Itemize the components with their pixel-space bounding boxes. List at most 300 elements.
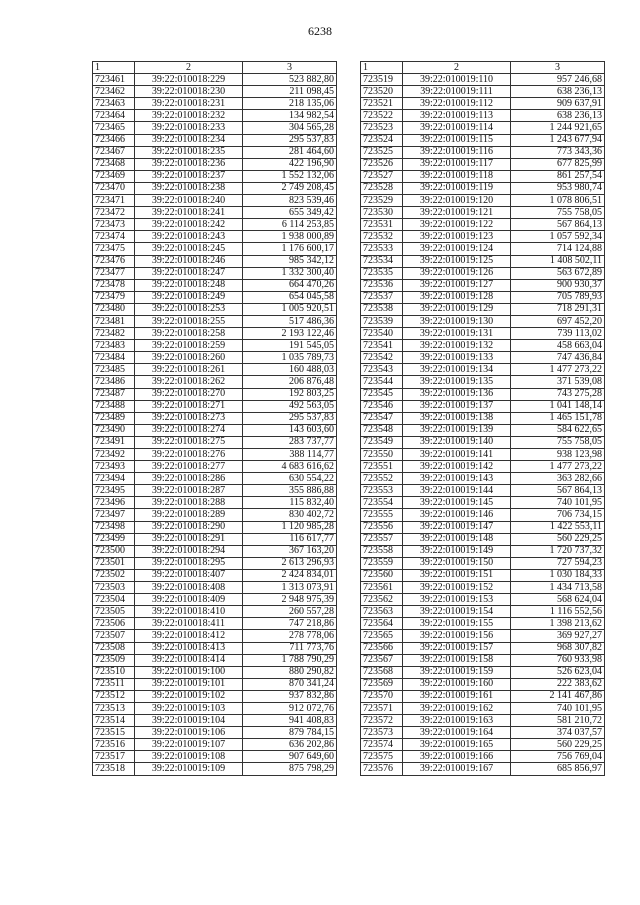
- table-row: [93, 690, 337, 702]
- cadastral-value: 823 539,46: [243, 195, 337, 207]
- row-number: 723467: [93, 146, 135, 158]
- table-row: [361, 654, 605, 666]
- cadastral-number: 39:22:010018:288: [135, 497, 243, 509]
- table-row: [93, 255, 337, 267]
- cadastral-value: 1 788 790,29: [243, 654, 337, 666]
- cadastral-number: 39:22:010018:246: [135, 255, 243, 267]
- cadastral-value: 685 856,97: [511, 763, 605, 775]
- table-row: [93, 315, 337, 327]
- row-number: 723536: [361, 279, 403, 291]
- table-row: [93, 497, 337, 509]
- cadastral-number: 39:22:010018:248: [135, 279, 243, 291]
- row-number: 723494: [93, 473, 135, 485]
- row-number: 723502: [93, 569, 135, 581]
- row-number: 723486: [93, 376, 135, 388]
- cadastral-value: 371 539,08: [511, 376, 605, 388]
- cadastral-value: 907 649,60: [243, 751, 337, 763]
- row-number: 723471: [93, 195, 135, 207]
- cadastral-value: 388 114,77: [243, 449, 337, 461]
- cadastral-number: 39:22:010019:121: [403, 207, 511, 219]
- cadastral-number: 39:22:010019:167: [403, 763, 511, 775]
- cadastral-number: 39:22:010018:295: [135, 557, 243, 569]
- table-row: [361, 449, 605, 461]
- row-number: 723483: [93, 340, 135, 352]
- cadastral-value: 1 244 921,65: [511, 122, 605, 134]
- cadastral-number: 39:22:010018:233: [135, 122, 243, 134]
- cadastral-value: 985 342,12: [243, 255, 337, 267]
- cadastral-number: 39:22:010019:127: [403, 279, 511, 291]
- cadastral-value: 2 141 467,86: [511, 690, 605, 702]
- cadastral-number: 39:22:010018:234: [135, 134, 243, 146]
- row-number: 723485: [93, 364, 135, 376]
- table-row: [361, 195, 605, 207]
- table-row: [93, 388, 337, 400]
- table-row: [93, 715, 337, 727]
- cadastral-value: 912 072,76: [243, 702, 337, 714]
- cadastral-value: 654 045,58: [243, 291, 337, 303]
- table-row: [93, 739, 337, 751]
- row-number: 723499: [93, 533, 135, 545]
- table-row: [93, 630, 337, 642]
- table-row: [93, 678, 337, 690]
- cadastral-value: 6 114 253,85: [243, 219, 337, 231]
- table-row: [93, 751, 337, 763]
- cadastral-value: 711 773,76: [243, 642, 337, 654]
- cadastral-value: 260 557,28: [243, 606, 337, 618]
- row-number: 723527: [361, 170, 403, 182]
- table-row: [93, 328, 337, 340]
- row-number: 723538: [361, 303, 403, 315]
- row-number: 723555: [361, 509, 403, 521]
- cadastral-number: 39:22:010019:163: [403, 715, 511, 727]
- cadastral-value: 222 383,62: [511, 678, 605, 690]
- cadastral-number: 39:22:010019:148: [403, 533, 511, 545]
- row-number: 723505: [93, 606, 135, 618]
- cadastral-value: 517 486,36: [243, 315, 337, 327]
- column-header-3: 3: [243, 62, 337, 74]
- cadastral-value: 941 408,83: [243, 715, 337, 727]
- cadastral-number: 39:22:010019:113: [403, 110, 511, 122]
- cadastral-number: 39:22:010019:126: [403, 267, 511, 279]
- cadastral-number: 39:22:010019:101: [135, 678, 243, 690]
- table-row: [361, 618, 605, 630]
- right-table-body: [361, 74, 605, 775]
- cadastral-value: 2 948 975,39: [243, 594, 337, 606]
- cadastral-number: 39:22:010019:159: [403, 666, 511, 678]
- table-row: [361, 582, 605, 594]
- cadastral-value: 211 098,45: [243, 86, 337, 98]
- cadastral-value: 900 930,37: [511, 279, 605, 291]
- cadastral-value: 2 749 208,45: [243, 182, 337, 194]
- cadastral-number: 39:22:010018:255: [135, 315, 243, 327]
- cadastral-value: 718 291,31: [511, 303, 605, 315]
- cadastral-value: 870 341,24: [243, 678, 337, 690]
- cadastral-value: 2 424 834,01: [243, 569, 337, 581]
- table-row: [361, 267, 605, 279]
- table-row: [93, 352, 337, 364]
- row-number: 723479: [93, 291, 135, 303]
- table-row: [361, 606, 605, 618]
- cadastral-value: 1 176 600,17: [243, 243, 337, 255]
- cadastral-value: 283 737,77: [243, 436, 337, 448]
- table-row: [93, 485, 337, 497]
- row-number: 723552: [361, 473, 403, 485]
- cadastral-number: 39:22:010018:261: [135, 364, 243, 376]
- cadastral-value: 760 933,98: [511, 654, 605, 666]
- cadastral-value: 567 864,13: [511, 485, 605, 497]
- table-row: [93, 702, 337, 714]
- cadastral-number: 39:22:010018:232: [135, 110, 243, 122]
- row-number: 723516: [93, 739, 135, 751]
- table-row: [361, 98, 605, 110]
- cadastral-value: 861 257,54: [511, 170, 605, 182]
- column-header-3: 3: [511, 62, 605, 74]
- cadastral-number: 39:22:010018:235: [135, 146, 243, 158]
- row-number: 723487: [93, 388, 135, 400]
- cadastral-number: 39:22:010019:102: [135, 690, 243, 702]
- cadastral-value: 369 927,27: [511, 630, 605, 642]
- row-number: 723498: [93, 521, 135, 533]
- cadastral-number: 39:22:010019:152: [403, 582, 511, 594]
- row-number: 723539: [361, 315, 403, 327]
- cadastral-value: 563 672,89: [511, 267, 605, 279]
- row-number: 723520: [361, 86, 403, 98]
- row-number: 723567: [361, 654, 403, 666]
- row-number: 723510: [93, 666, 135, 678]
- cadastral-number: 39:22:010019:136: [403, 388, 511, 400]
- cadastral-number: 39:22:010018:291: [135, 533, 243, 545]
- row-number: 723576: [361, 763, 403, 775]
- cadastral-number: 39:22:010018:245: [135, 243, 243, 255]
- cadastral-value: 1 057 592,34: [511, 231, 605, 243]
- cadastral-value: 1 720 737,32: [511, 545, 605, 557]
- row-number: 723561: [361, 582, 403, 594]
- cadastral-value: 281 464,60: [243, 146, 337, 158]
- table-row: [361, 715, 605, 727]
- table-row: [93, 146, 337, 158]
- row-number: 723462: [93, 86, 135, 98]
- row-number: 723503: [93, 582, 135, 594]
- cadastral-value: 1 434 713,58: [511, 582, 605, 594]
- row-number: 723518: [93, 763, 135, 775]
- cadastral-number: 39:22:010019:150: [403, 557, 511, 569]
- cadastral-value: 523 882,80: [243, 74, 337, 86]
- table-row: [93, 219, 337, 231]
- row-number: 723478: [93, 279, 135, 291]
- cadastral-number: 39:22:010018:294: [135, 545, 243, 557]
- cadastral-number: 39:22:010018:407: [135, 569, 243, 581]
- cadastral-number: 39:22:010019:128: [403, 291, 511, 303]
- table-row: [361, 485, 605, 497]
- page-number: 6238: [308, 24, 332, 38]
- table-header-row: [361, 62, 605, 74]
- table-row: [361, 545, 605, 557]
- row-number: 723525: [361, 146, 403, 158]
- cadastral-value: 1 465 151,78: [511, 412, 605, 424]
- cadastral-value: 1 332 300,40: [243, 267, 337, 279]
- cadastral-number: 39:22:010019:160: [403, 678, 511, 690]
- row-number: 723551: [361, 461, 403, 473]
- row-number: 723497: [93, 509, 135, 521]
- row-number: 723473: [93, 219, 135, 231]
- cadastral-value: 192 803,25: [243, 388, 337, 400]
- cadastral-number: 39:22:010019:149: [403, 545, 511, 557]
- cadastral-value: 638 236,13: [511, 110, 605, 122]
- cadastral-number: 39:22:010019:119: [403, 182, 511, 194]
- cadastral-value: 304 565,28: [243, 122, 337, 134]
- table-row: [93, 594, 337, 606]
- row-number: 723529: [361, 195, 403, 207]
- cadastral-number: 39:22:010019:123: [403, 231, 511, 243]
- table-row: [361, 436, 605, 448]
- cadastral-number: 39:22:010018:243: [135, 231, 243, 243]
- table-row: [93, 207, 337, 219]
- row-number: 723573: [361, 727, 403, 739]
- row-number: 723575: [361, 751, 403, 763]
- table-row: [361, 315, 605, 327]
- cadastral-number: 39:22:010018:413: [135, 642, 243, 654]
- column-header-2: 2: [135, 62, 243, 74]
- table-row: [361, 690, 605, 702]
- cadastral-number: 39:22:010019:135: [403, 376, 511, 388]
- row-number: 723553: [361, 485, 403, 497]
- row-number: 723472: [93, 207, 135, 219]
- table-row: [361, 702, 605, 714]
- row-number: 723515: [93, 727, 135, 739]
- table-row: [93, 436, 337, 448]
- cadastral-value: 1 398 213,62: [511, 618, 605, 630]
- cadastral-number: 39:22:010018:290: [135, 521, 243, 533]
- row-number: 723544: [361, 376, 403, 388]
- table-row: [361, 364, 605, 376]
- row-number: 723554: [361, 497, 403, 509]
- row-number: 723528: [361, 182, 403, 194]
- cadastral-value: 206 876,48: [243, 376, 337, 388]
- cadastral-value: 1 477 273,22: [511, 461, 605, 473]
- cadastral-number: 39:22:010019:114: [403, 122, 511, 134]
- row-number: 723504: [93, 594, 135, 606]
- cadastral-number: 39:22:010018:247: [135, 267, 243, 279]
- row-number: 723569: [361, 678, 403, 690]
- row-number: 723519: [361, 74, 403, 86]
- row-number: 723526: [361, 158, 403, 170]
- row-number: 723493: [93, 461, 135, 473]
- table-row: [93, 267, 337, 279]
- row-number: 723506: [93, 618, 135, 630]
- cadastral-value: 743 275,28: [511, 388, 605, 400]
- table-row: [93, 86, 337, 98]
- cadastral-number: 39:22:010018:260: [135, 352, 243, 364]
- table-row: [93, 461, 337, 473]
- row-number: 723512: [93, 690, 135, 702]
- cadastral-number: 39:22:010019:138: [403, 412, 511, 424]
- cadastral-value: 638 236,13: [511, 86, 605, 98]
- row-number: 723550: [361, 449, 403, 461]
- cadastral-value: 218 135,06: [243, 98, 337, 110]
- table-row: [93, 376, 337, 388]
- cadastral-value: 747 218,86: [243, 618, 337, 630]
- cadastral-number: 39:22:010018:274: [135, 424, 243, 436]
- row-number: 723461: [93, 74, 135, 86]
- cadastral-number: 39:22:010018:408: [135, 582, 243, 594]
- cadastral-number: 39:22:010018:286: [135, 473, 243, 485]
- table-row: [361, 642, 605, 654]
- cadastral-value: 526 623,04: [511, 666, 605, 678]
- table-row: [361, 182, 605, 194]
- cadastral-number: 39:22:010018:237: [135, 170, 243, 182]
- cadastral-number: 39:22:010019:117: [403, 158, 511, 170]
- row-number: 723568: [361, 666, 403, 678]
- row-number: 723509: [93, 654, 135, 666]
- table-row: [93, 170, 337, 182]
- table-row: [93, 134, 337, 146]
- table-row: [361, 122, 605, 134]
- cadastral-number: 39:22:010018:289: [135, 509, 243, 521]
- table-row: [361, 134, 605, 146]
- cadastral-number: 39:22:010019:157: [403, 642, 511, 654]
- cadastral-value: 374 037,57: [511, 727, 605, 739]
- row-number: 723477: [93, 267, 135, 279]
- row-number: 723476: [93, 255, 135, 267]
- cadastral-value: 968 307,82: [511, 642, 605, 654]
- cadastral-value: 581 210,72: [511, 715, 605, 727]
- cadastral-value: 278 778,06: [243, 630, 337, 642]
- cadastral-value: 367 163,20: [243, 545, 337, 557]
- row-number: 723465: [93, 122, 135, 134]
- table-row: [361, 303, 605, 315]
- table-row: [93, 545, 337, 557]
- cadastral-number: 39:22:010019:143: [403, 473, 511, 485]
- cadastral-number: 39:22:010019:112: [403, 98, 511, 110]
- table-row: [93, 727, 337, 739]
- column-header-2: 2: [403, 62, 511, 74]
- cadastral-value: 134 982,54: [243, 110, 337, 122]
- row-number: 723491: [93, 436, 135, 448]
- row-number: 723565: [361, 630, 403, 642]
- table-row: [93, 340, 337, 352]
- table-row: [361, 170, 605, 182]
- cadastral-number: 39:22:010019:162: [403, 702, 511, 714]
- row-number: 723531: [361, 219, 403, 231]
- cadastral-number: 39:22:010019:115: [403, 134, 511, 146]
- row-number: 723521: [361, 98, 403, 110]
- cadastral-value: 560 229,25: [511, 533, 605, 545]
- row-number: 723541: [361, 340, 403, 352]
- cadastral-value: 727 594,23: [511, 557, 605, 569]
- table-row: [361, 630, 605, 642]
- table-row: [361, 74, 605, 86]
- cadastral-value: 4 683 616,62: [243, 461, 337, 473]
- cadastral-value: 143 603,60: [243, 424, 337, 436]
- cadastral-value: 492 563,05: [243, 400, 337, 412]
- row-number: 723481: [93, 315, 135, 327]
- table-row: [361, 340, 605, 352]
- cadastral-number: 39:22:010018:259: [135, 340, 243, 352]
- cadastral-number: 39:22:010019:107: [135, 739, 243, 751]
- row-number: 723474: [93, 231, 135, 243]
- cadastral-value: 1 116 552,56: [511, 606, 605, 618]
- table-row: [93, 182, 337, 194]
- table-row: [361, 666, 605, 678]
- cadastral-value: 560 229,25: [511, 739, 605, 751]
- table-row: [93, 195, 337, 207]
- table-row: [361, 751, 605, 763]
- right-table: [360, 61, 605, 776]
- row-number: 723469: [93, 170, 135, 182]
- row-number: 723463: [93, 98, 135, 110]
- row-number: 723558: [361, 545, 403, 557]
- cadastral-value: 1 041 148,14: [511, 400, 605, 412]
- table-row: [361, 412, 605, 424]
- table-row: [361, 521, 605, 533]
- table-row: [361, 291, 605, 303]
- cadastral-value: 740 101,95: [511, 497, 605, 509]
- cadastral-number: 39:22:010019:108: [135, 751, 243, 763]
- table-row: [361, 219, 605, 231]
- table-row: [93, 279, 337, 291]
- row-number: 723535: [361, 267, 403, 279]
- table-row: [93, 412, 337, 424]
- cadastral-number: 39:22:010018:276: [135, 449, 243, 461]
- cadastral-value: 584 622,65: [511, 424, 605, 436]
- cadastral-value: 677 825,99: [511, 158, 605, 170]
- cadastral-number: 39:22:010018:242: [135, 219, 243, 231]
- cadastral-number: 39:22:010019:151: [403, 569, 511, 581]
- cadastral-value: 636 202,86: [243, 739, 337, 751]
- row-number: 723495: [93, 485, 135, 497]
- cadastral-value: 880 290,82: [243, 666, 337, 678]
- cadastral-value: 1 938 000,89: [243, 231, 337, 243]
- table-row: [93, 509, 337, 521]
- cadastral-number: 39:22:010019:164: [403, 727, 511, 739]
- cadastral-number: 39:22:010018:231: [135, 98, 243, 110]
- cadastral-number: 39:22:010018:229: [135, 74, 243, 86]
- table-row: [361, 557, 605, 569]
- column-header-1: 1: [361, 62, 403, 74]
- row-number: 723489: [93, 412, 135, 424]
- cadastral-value: 755 758,05: [511, 207, 605, 219]
- cadastral-number: 39:22:010018:271: [135, 400, 243, 412]
- cadastral-value: 295 537,83: [243, 412, 337, 424]
- row-number: 723496: [93, 497, 135, 509]
- table-row: [93, 521, 337, 533]
- cadastral-number: 39:22:010019:142: [403, 461, 511, 473]
- cadastral-number: 39:22:010018:241: [135, 207, 243, 219]
- table-row: [361, 231, 605, 243]
- table-row: [361, 461, 605, 473]
- table-row: [361, 255, 605, 267]
- cadastral-value: 295 537,83: [243, 134, 337, 146]
- cadastral-value: 1 422 553,11: [511, 521, 605, 533]
- row-number: 723523: [361, 122, 403, 134]
- cadastral-value: 739 113,02: [511, 328, 605, 340]
- cadastral-value: 1 243 677,94: [511, 134, 605, 146]
- row-number: 723564: [361, 618, 403, 630]
- table-row: [93, 557, 337, 569]
- row-number: 723464: [93, 110, 135, 122]
- table-row: [361, 678, 605, 690]
- table-row: [361, 146, 605, 158]
- cadastral-value: 422 196,90: [243, 158, 337, 170]
- row-number: 723530: [361, 207, 403, 219]
- cadastral-number: 39:22:010019:153: [403, 594, 511, 606]
- row-number: 723562: [361, 594, 403, 606]
- row-number: 723534: [361, 255, 403, 267]
- cadastral-number: 39:22:010018:230: [135, 86, 243, 98]
- row-number: 723480: [93, 303, 135, 315]
- cadastral-number: 39:22:010019:154: [403, 606, 511, 618]
- cadastral-number: 39:22:010019:109: [135, 763, 243, 775]
